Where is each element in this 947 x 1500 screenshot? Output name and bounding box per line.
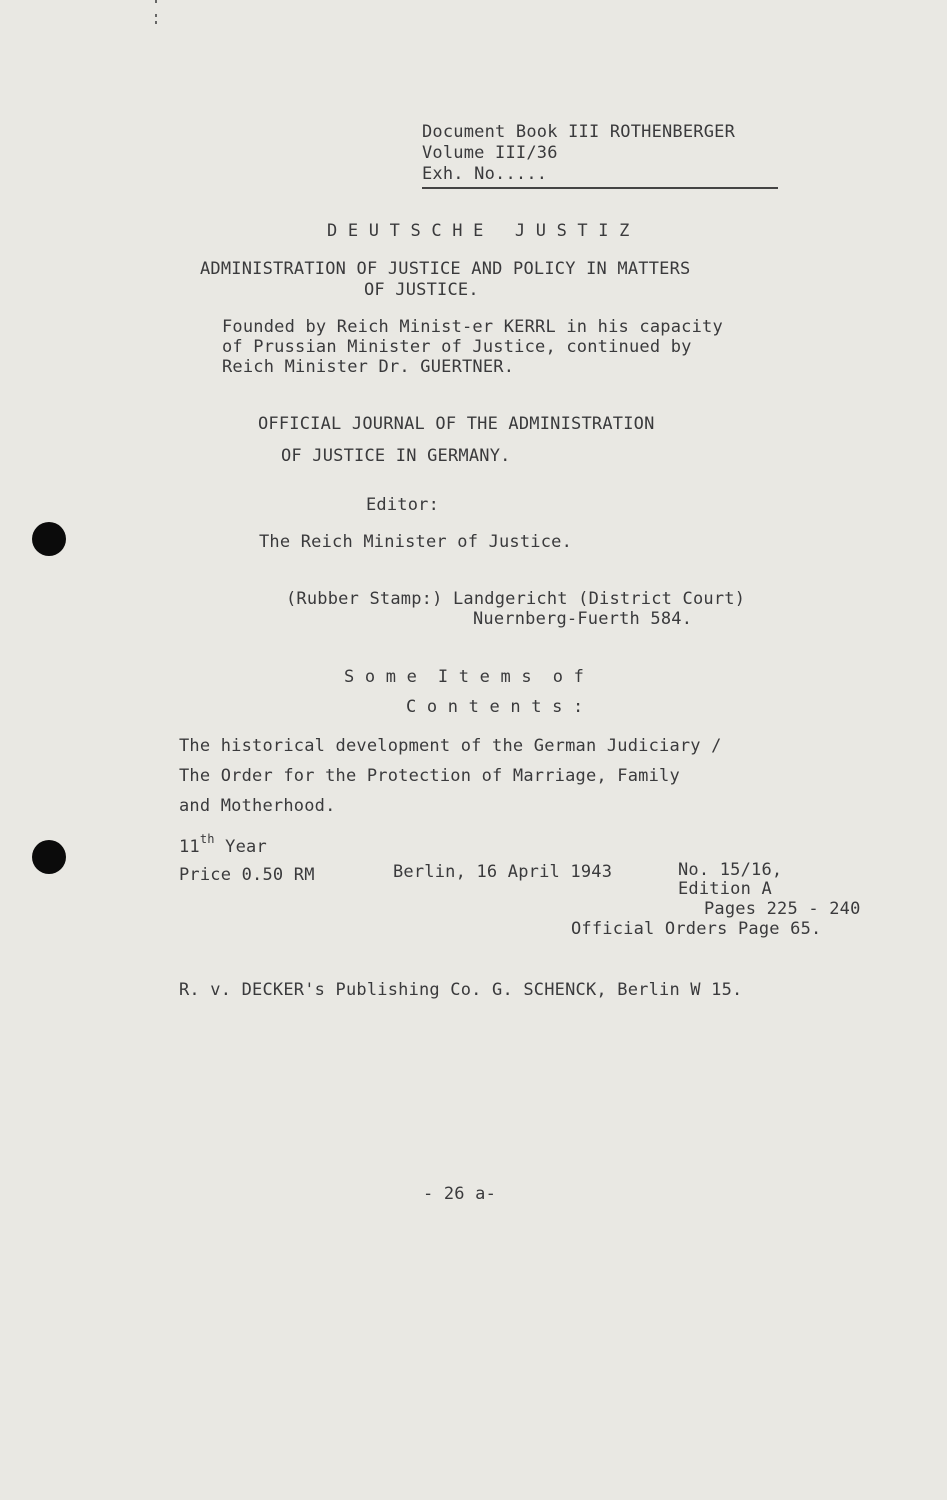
header-volume: Volume III/36: [422, 143, 558, 163]
punch-hole-lower: [32, 840, 66, 874]
official-journal-line2: OF JUSTICE IN GERMANY.: [281, 446, 511, 466]
header-rule: [422, 187, 778, 189]
publisher-line: R. v. DECKER's Publishing Co. G. SCHENCK, Berlin W 15.: [179, 980, 743, 1000]
stamp-line2: Nuernberg-Fuerth 584.: [473, 609, 693, 629]
header-document-book: Document Book III ROTHENBERGER: [422, 122, 736, 142]
header-exhibit: Exh. No.....: [422, 164, 548, 184]
issue-year-suffix: th: [199, 832, 215, 847]
page-number: - 26 a-: [423, 1184, 497, 1204]
issue-price: Price 0.50 RM: [179, 865, 315, 885]
founded-line2: of Prussian Minister of Justice, continued by: [222, 337, 692, 357]
paper-marks: [155, 0, 158, 30]
issue-number: No. 15/16,: [678, 860, 783, 880]
founded-line3: Reich Minister Dr. GUERTNER.: [222, 357, 515, 377]
contents-heading-line1: S o m e I t e m s o f: [344, 667, 585, 687]
punch-hole-upper: [32, 522, 66, 556]
issue-place-date: Berlin, 16 April 1943: [393, 862, 613, 882]
issue-year-number: 11: [179, 837, 200, 857]
journal-title: D E U T S C H E J U S T I Z: [327, 221, 630, 241]
issue-year-word: Year: [214, 837, 267, 857]
official-journal-line1: OFFICIAL JOURNAL OF THE ADMINISTRATION: [258, 414, 655, 434]
founded-line1: Founded by Reich Minist-er KERRL in his capacity: [222, 317, 723, 337]
stamp-line1: (Rubber Stamp:) Landgericht (District Court): [286, 589, 746, 609]
contents-item-line1: The historical development of the German Judiciary /: [179, 736, 722, 756]
issue-year: [179, 832, 267, 858]
issue-pages: Pages 225 - 240: [704, 899, 861, 919]
editor-label: Editor:: [366, 495, 440, 515]
subtitle-line2: OF JUSTICE.: [364, 280, 479, 300]
contents-heading-line2: C o n t e n t s :: [406, 697, 584, 717]
issue-edition: Edition A: [678, 879, 772, 899]
editor-value: The Reich Minister of Justice.: [259, 532, 573, 552]
contents-item-line3: and Motherhood.: [179, 796, 336, 816]
issue-official-orders: Official Orders Page 65.: [571, 919, 822, 939]
contents-item-line2: The Order for the Protection of Marriage, Family: [179, 766, 680, 786]
subtitle-line1: ADMINISTRATION OF JUSTICE AND POLICY IN MATTERS: [200, 259, 691, 279]
